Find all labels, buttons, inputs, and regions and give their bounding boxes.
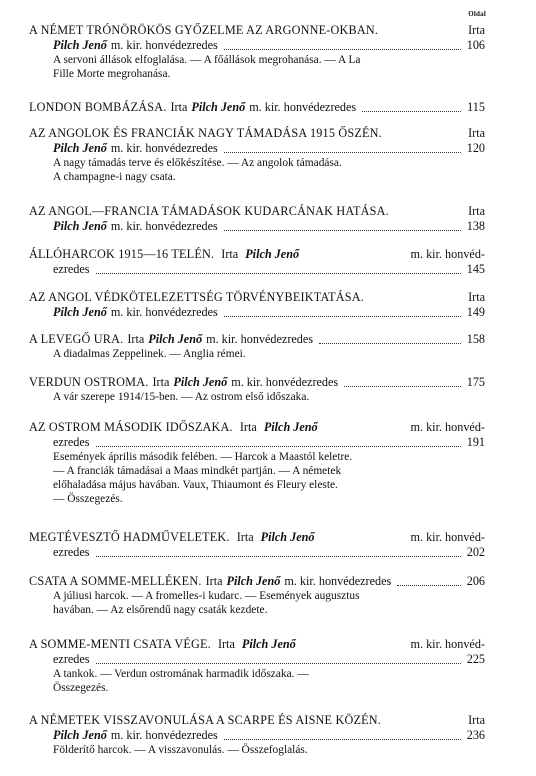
entry-author: Pilch Jenő [148, 332, 203, 346]
entry-rank: m. kir. honvédezredes [249, 100, 357, 114]
entry-irta: Irta [468, 126, 485, 140]
entry-subtopics [29, 589, 485, 617]
toc-entry [29, 713, 485, 757]
entry-irta: Irta [468, 290, 485, 304]
entry-subtopics [29, 390, 485, 404]
subtopic-line: Események április második felében. — Harcok a Maastól keletre. [53, 451, 353, 463]
dot-leader [224, 315, 461, 317]
entry-page-number: 175 [466, 375, 485, 389]
dot-leader [96, 555, 461, 557]
entry-page-number: 145 [466, 262, 485, 276]
subtopic-line: A nagy támadás terve és előkészítése. — Az angolok támadása. [53, 157, 342, 169]
entry-irta: Irta [468, 713, 485, 727]
entry-subtopics [29, 450, 485, 506]
entry-page-number: 149 [466, 305, 485, 319]
entry-rank: m. kir. honvédezredes [231, 375, 339, 389]
entry-rank: m. kir. honvédezredes [110, 219, 218, 233]
entry-page-number: 191 [466, 435, 485, 449]
entry-author: Pilch Jenő [53, 728, 107, 742]
dot-leader [224, 151, 461, 153]
entry-irta: Irta [236, 530, 254, 544]
entry-author: Pilch Jenő [245, 247, 300, 261]
subtopic-line: Földerítő harcok. — A visszavonulás. — Összefoglalás. [53, 744, 308, 756]
entry-title: AZ ANGOLOK ÉS FRANCIÁK NAGY TÁMADÁSA 1915 ŐSZÉN. [29, 126, 382, 140]
entry-title: AZ OSTROM MÁSODIK IDŐSZAKA. [29, 420, 233, 434]
toc-entry [29, 126, 485, 184]
entry-rank-cont: ezredes [53, 652, 90, 666]
entry-rank: m. kir. honvédezredes [110, 728, 218, 742]
subtopic-line: havában. — Az elsőrendű nagy csaták kezdete. [53, 604, 268, 616]
entry-rank: m. kir. honvéd- [410, 247, 485, 261]
subtopic-line: Fille Morte megrohanása. [53, 68, 171, 80]
entry-page-number: 206 [466, 574, 485, 588]
entry-irta: Irta [468, 204, 485, 218]
entry-subtopics [29, 347, 485, 361]
entry-author: Pilch Jenő [173, 375, 228, 389]
entry-irta: Irta [468, 23, 485, 37]
toc-entry [29, 100, 485, 115]
toc-entry [29, 23, 485, 81]
entry-page-number: 115 [467, 100, 485, 114]
entry-page-number: 138 [466, 219, 485, 233]
entry-subtopics [29, 667, 485, 695]
entry-author: Pilch Jenő [260, 530, 315, 544]
toc-entry [29, 375, 485, 404]
toc-entry [29, 247, 485, 277]
entry-title: A SOMME-MENTI CSATA VÉGE. [29, 637, 211, 651]
entry-page-number: 120 [466, 141, 485, 155]
dot-leader [96, 272, 461, 274]
entry-author: Pilch Jenő [53, 38, 107, 52]
entry-author: Pilch Jenő [191, 100, 246, 114]
entry-author: Pilch Jenő [226, 574, 281, 588]
entry-page-number: 202 [466, 545, 485, 559]
dot-leader [224, 229, 461, 231]
entry-title: A NÉMETEK VISSZAVONULÁSA A SCARPE ÉS AISNE KÖZÉN. [29, 713, 381, 727]
entry-irta: Irta [239, 420, 257, 434]
entry-irta: Irta [205, 574, 223, 588]
entry-irta: Irta [127, 332, 145, 346]
entry-subtopics [29, 156, 485, 184]
entry-rank-cont: ezredes [53, 545, 90, 559]
entry-irta: Irta [217, 637, 235, 651]
entry-subtopics [29, 743, 485, 757]
entry-rank: m. kir. honvédezredes [110, 141, 218, 155]
dot-leader [96, 662, 461, 664]
subtopic-line: Összegezés. [53, 682, 109, 694]
entry-page-number: 236 [466, 728, 485, 742]
entry-author: Pilch Jenő [53, 219, 107, 233]
dot-leader [96, 445, 461, 447]
entry-rank: m. kir. honvédezredes [284, 574, 392, 588]
entry-rank: m. kir. honvédezredes [206, 332, 314, 346]
toc-entry [29, 530, 485, 560]
dot-leader [224, 738, 461, 740]
entry-irta: Irta [170, 100, 188, 114]
dot-leader [362, 110, 461, 112]
entry-title: A LEVEGŐ URA. [29, 332, 124, 346]
toc-entry [29, 574, 485, 617]
toc-entry [29, 420, 485, 506]
dot-leader [319, 342, 461, 344]
page-column-label: Oldal [468, 10, 486, 18]
subtopic-line: A servoni állások elfoglalása. — A főállások megrohanása. — A La [53, 54, 361, 66]
entry-author: Pilch Jenő [263, 420, 318, 434]
subtopic-line: A júliusi harcok. — A fromelles-i kudarc. — Események augusztus [53, 590, 360, 602]
entry-irta: Irta [152, 375, 170, 389]
entry-title: CSATA A SOMME-MELLÉKEN. [29, 574, 202, 588]
entry-rank: m. kir. honvédezredes [110, 38, 218, 52]
entry-author: Pilch Jenő [53, 305, 107, 319]
subtopic-line: A vár szerepe 1914/15-ben. — Az ostrom első időszaka. [53, 391, 310, 403]
entry-title: AZ ANGOL VÉDKÖTELEZETTSÉG TÖRVÉNYBEIKTATÁSA. [29, 290, 364, 304]
entry-title: ÁLLÓHARCOK 1915—16 TELÉN. [29, 247, 215, 261]
entry-subtopics [29, 53, 485, 81]
subtopic-line: A champagne-i nagy csata. [53, 171, 176, 183]
subtopic-line: — A franciák támadásai a Maas mindkét partján. — A németek [53, 465, 342, 477]
entry-rank: m. kir. honvéd- [410, 637, 485, 651]
entry-rank-cont: ezredes [53, 435, 90, 449]
dot-leader [344, 385, 461, 387]
subtopic-line: A diadalmas Zeppelinek. — Anglia rémei. [53, 348, 246, 360]
entry-rank: m. kir. honvédezredes [110, 305, 218, 319]
toc-entry [29, 332, 485, 361]
dot-leader [397, 584, 460, 586]
toc-entry [29, 637, 485, 695]
subtopic-line: A tankok. — Verdun ostromának harmadik időszaka. — [53, 668, 309, 680]
entry-author: Pilch Jenő [53, 141, 107, 155]
entry-author: Pilch Jenő [241, 637, 296, 651]
subtopic-line: előhaladása május havában. Vaux, Thiaumont és Fleury eleste. [53, 479, 338, 491]
entry-rank: m. kir. honvéd- [410, 420, 485, 434]
entry-page-number: 158 [466, 332, 485, 346]
entry-title: A NÉMET TRÓNÖRÖKÖS GYŐZELME AZ ARGONNE-OKBAN. [29, 23, 379, 37]
entry-title: MEGTÉVESZTŐ HADMŰVELETEK. [29, 530, 230, 544]
entry-title: AZ ANGOL—FRANCIA TÁMADÁSOK KUDARCÁNAK HATÁSA. [29, 204, 389, 218]
entry-irta: Irta [221, 247, 239, 261]
subtopic-line: — Összegezés. [53, 493, 123, 505]
dot-leader [224, 48, 461, 50]
entry-page-number: 225 [466, 652, 485, 666]
toc-entry [29, 204, 485, 234]
entry-title: LONDON BOMBÁZÁSA. [29, 100, 167, 114]
entry-rank-cont: ezredes [53, 262, 90, 276]
toc-entry [29, 290, 485, 320]
entry-page-number: 106 [466, 38, 485, 52]
entry-title: VERDUN OSTROMA. [29, 375, 149, 389]
entry-rank: m. kir. honvéd- [410, 530, 485, 544]
